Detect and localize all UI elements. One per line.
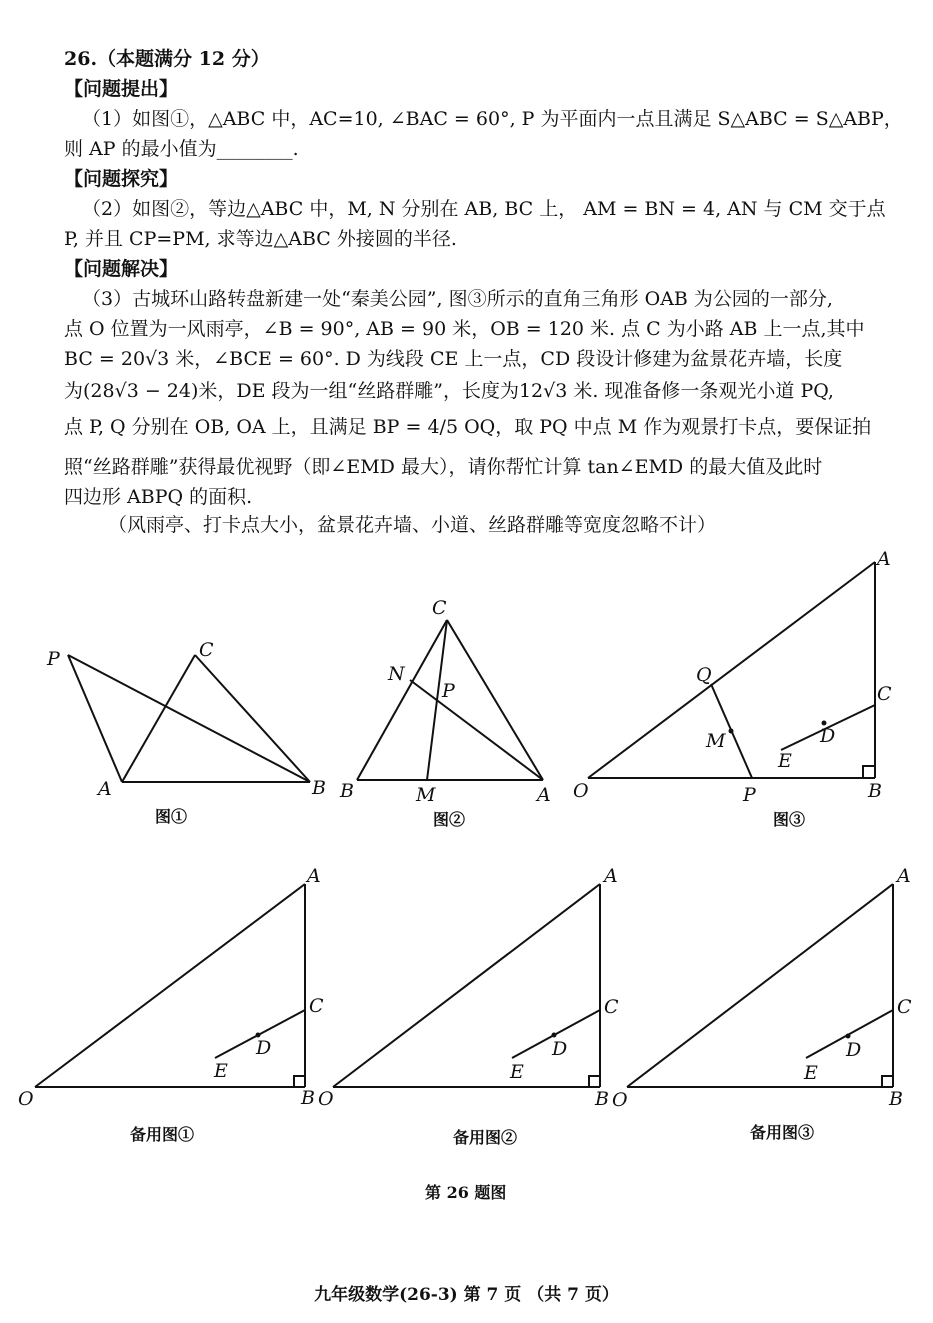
label-c: C (309, 995, 324, 1017)
figure-group-caption: 第 26 题图 (425, 1183, 507, 1202)
label-d: D (820, 725, 836, 747)
label-d: D (256, 1037, 272, 1059)
label-e: E (778, 750, 792, 772)
label-b: B (340, 780, 354, 802)
caption-fig3: 图③ (773, 810, 806, 829)
caption-backup3: 备用图③ (750, 1123, 815, 1142)
label-a: A (307, 865, 321, 887)
label-c: C (897, 996, 912, 1018)
part1-line1: （1）如图①，△ABC 中，AC=10, ∠BAC = 60°, P 为平面内一点且满足 S△ABC = S△ABP， (82, 108, 903, 130)
label-c: C (432, 597, 447, 619)
label-n: N (388, 663, 405, 685)
part3-line2: 点 O 位置为一风雨亭，∠B = 90°, AB = 90 米，OB = 120 米. 点 C 为小路 AB 上一点,其中 (64, 318, 865, 340)
point-d-backup2 (552, 1033, 557, 1038)
label-o: O (18, 1088, 34, 1110)
section-title-problem: 【问题提出】 (64, 78, 179, 100)
figure-1 (68, 655, 310, 782)
note: （风雨亭、打卡点大小，盆景花卉墙、小道、丝路群雕等宽度忽略不计） (108, 514, 717, 536)
label-p: P (442, 680, 455, 702)
label-a: A (98, 778, 112, 800)
caption-fig2: 图② (433, 810, 466, 829)
label-d: D (552, 1038, 568, 1060)
part3-line6: 照“丝路群雕”获得最优视野（即∠EMD 最大），请你帮忙计算 tan∠EMD 的最大值及此时 (64, 456, 823, 478)
caption-backup1: 备用图① (130, 1125, 195, 1144)
label-p: P (47, 648, 60, 670)
label-o: O (318, 1088, 334, 1110)
label-a: A (537, 784, 551, 806)
label-c: C (877, 683, 892, 705)
label-e: E (214, 1060, 228, 1082)
label-e: E (510, 1061, 524, 1083)
label-c: C (604, 996, 619, 1018)
part3-line7: 四边形 ABPQ 的面积. (64, 486, 253, 508)
label-q: Q (696, 664, 712, 686)
part3-line4: 为(28√3 − 24)米，DE 段为一组“丝路群雕”，长度为12√3 米. 现准备修一条观光小道 PQ, (64, 380, 834, 402)
label-m: M (416, 784, 436, 806)
label-a: A (604, 865, 618, 887)
point-d-backup3 (846, 1034, 851, 1039)
part3-line5: 点 P, Q 分别在 OB, OA 上，且满足 BP = 4/5 OQ，取 PQ 中点 M 作为观景打卡点，要保证拍 (64, 416, 872, 438)
section-title-solve: 【问题解决】 (64, 258, 179, 280)
label-b: B (595, 1088, 609, 1110)
question-header: 26.（本题满分 12 分） (64, 48, 270, 70)
label-o: O (573, 780, 589, 802)
label-c: C (199, 639, 214, 661)
part3-line3: BC = 20√3 米，∠BCE = 60°. D 为线段 CE 上一点，CD 段设计修建为盆景花卉墙，长度 (64, 348, 843, 370)
label-a: A (897, 865, 911, 887)
label-p: P (743, 784, 756, 806)
label-b: B (301, 1087, 315, 1109)
point-m-fig3 (729, 729, 734, 734)
label-m: M (706, 730, 726, 752)
label-o: O (612, 1089, 628, 1111)
label-b: B (868, 780, 882, 802)
part2-line1: （2）如图②，等边△ABC 中，M, N 分别在 AB, BC 上， AM = BN = 4, AN 与 CM 交于点 (82, 198, 886, 220)
caption-backup2: 备用图② (453, 1128, 518, 1147)
part1-line2: 则 AP 的最小值为________. (64, 138, 299, 160)
label-d: D (846, 1039, 862, 1061)
part2-line2: P, 并且 CP=PM, 求等边△ABC 外接圆的半径. (64, 228, 457, 250)
label-b: B (312, 777, 326, 799)
part3-line1: （3）古城环山路转盘新建一处“秦美公园”, 图③所示的直角三角形 OAB 为公园的一部分, (82, 288, 833, 310)
section-title-explore: 【问题探究】 (64, 168, 179, 190)
label-b: B (889, 1088, 903, 1110)
caption-fig1: 图① (155, 807, 188, 826)
page-footer: 九年级数学(26-3) 第 7 页 （共 7 页） (314, 1285, 619, 1305)
label-e: E (804, 1062, 818, 1084)
label-a: A (877, 548, 891, 570)
